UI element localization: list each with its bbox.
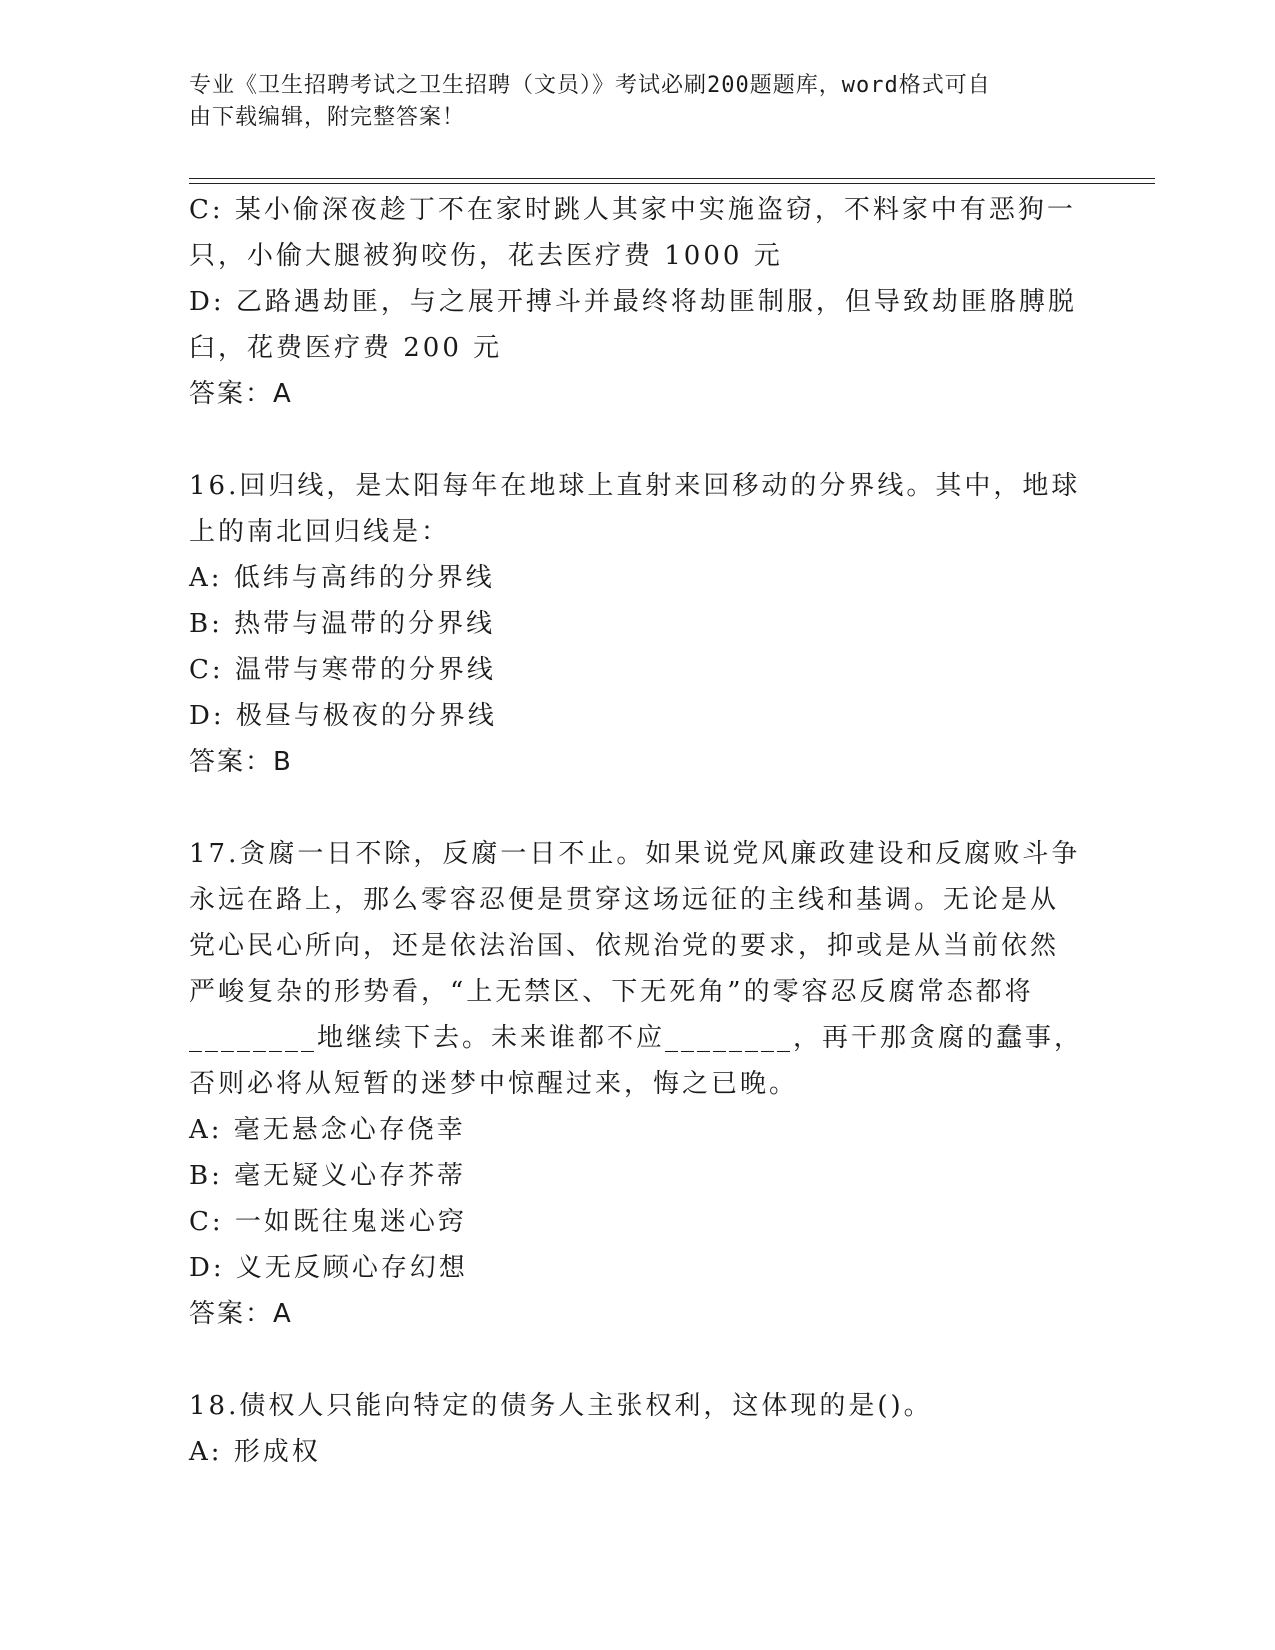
header-line-1: 专业《卫生招聘考试之卫生招聘（文员）》考试必刷200题题库，word格式可自 xyxy=(189,73,991,98)
document-header xyxy=(189,70,1069,134)
question-stem-continued: 永远在路上，那么零容忍便是贯穿这场远征的主线和基调。无论是从 xyxy=(189,885,1060,915)
header-line-2: 由下载编辑，附完整答案！ xyxy=(189,105,466,130)
question-stem-continued: 上的南北回归线是： xyxy=(189,517,451,547)
question-stem-continued: 严峻复杂的形势看，“上无禁区、下无死角”的零容忍反腐常态都将 xyxy=(189,977,1034,1007)
answer-text: 答案：A xyxy=(189,1299,293,1329)
answer-text: 答案：B xyxy=(189,747,293,777)
option-d: D: 乙路遇劫匪，与之展开搏斗并最终将劫匪制服，但导致劫匪胳膊脱 xyxy=(189,287,1077,317)
option-b: B: 热带与温带的分界线 xyxy=(189,609,496,639)
question-stem-continued: 党心民心所向，还是依法治国、依规治党的要求，抑或是从当前依然 xyxy=(189,931,1060,961)
option-d: D: 极昼与极夜的分界线 xyxy=(189,701,497,731)
question-15 xyxy=(189,187,1089,417)
question-stem-continued: 否则必将从短暂的迷梦中惊醒过来，悔之已晚。 xyxy=(189,1069,799,1099)
header-rule-top xyxy=(189,178,1155,179)
header-rule-bottom xyxy=(189,183,1155,184)
question-16 xyxy=(189,463,1089,785)
option-a: A: 低纬与高纬的分界线 xyxy=(189,563,495,593)
option-c: C: 某小偷深夜趁丁不在家时跳人其家中实施盗窃，不料家中有恶狗一 xyxy=(189,195,1076,225)
question-content xyxy=(189,187,1089,1475)
option-b: B: 毫无疑义心存芥蒂 xyxy=(189,1161,467,1191)
option-d: D: 义无反顾心存幻想 xyxy=(189,1253,468,1283)
answer-text: 答案：A xyxy=(189,379,293,409)
question-stem-continued: ________地继续下去。未来谁都不应________，再干那贪腐的蠢事， xyxy=(189,1023,1084,1053)
question-stem: 18.债权人只能向特定的债务人主张权利，这体现的是()。 xyxy=(189,1391,933,1421)
option-d-continued: 臼，花费医疗费 200 元 xyxy=(189,333,503,363)
question-18 xyxy=(189,1383,1089,1475)
option-a: A: 形成权 xyxy=(189,1437,321,1467)
question-17 xyxy=(189,831,1089,1337)
option-c-continued: 只，小偷大腿被狗咬伤，花去医疗费 1000 元 xyxy=(189,241,783,271)
question-stem: 16.回归线，是太阳每年在地球上直射来回移动的分界线。其中，地球 xyxy=(189,471,1081,501)
question-stem: 17.贪腐一日不除，反腐一日不止。如果说党风廉政建设和反腐败斗争 xyxy=(189,839,1081,869)
option-c: C: 温带与寒带的分界线 xyxy=(189,655,496,685)
option-a: A: 毫无悬念心存侥幸 xyxy=(189,1115,466,1145)
option-c: C: 一如既往鬼迷心窍 xyxy=(189,1207,467,1237)
